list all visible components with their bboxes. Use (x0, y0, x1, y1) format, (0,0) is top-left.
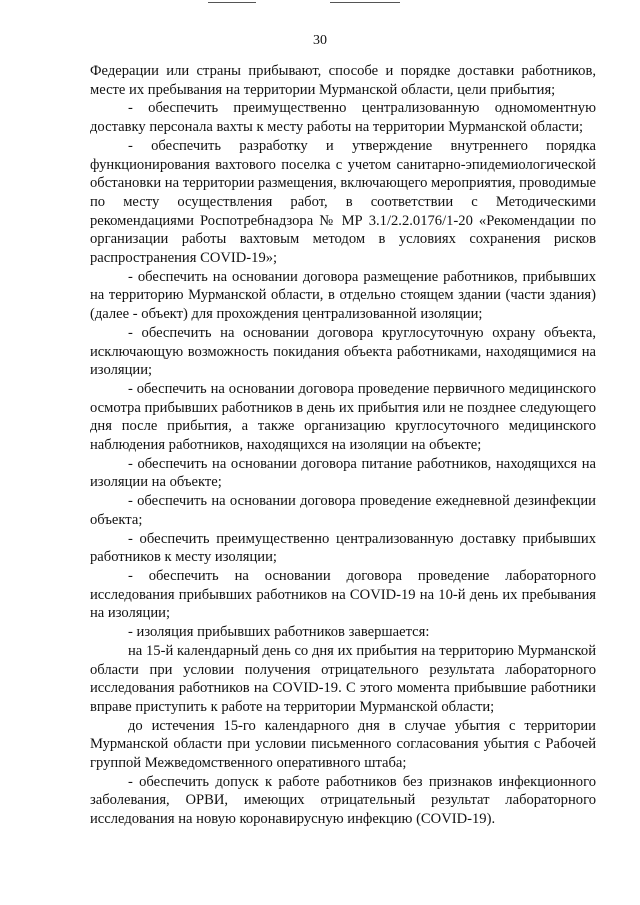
scan-mark (208, 2, 256, 3)
paragraph-item: - обеспечить преимущественно централизованную доставку прибывших работников к месту изоляции; (90, 530, 596, 566)
paragraph-item: - обеспечить на основании договора проведение первичного медицинского осмотра прибывших работников в день их прибытия или не позднее следующего дня после прибытия, а также организацию круглосуточного медицинского наблюдения работников, находящихся на изоляции на объекте; (90, 380, 596, 454)
paragraph-item: - обеспечить на основании договора размещение работников, прибывших на территорию Мурманской области, в отдельно стоящем здании (части здания) (далее - объект) для прохождения централизованной изоляции; (90, 268, 596, 323)
scan-top-edge (0, 0, 640, 6)
paragraph-item: - изоляция прибывших работников завершается: (128, 624, 430, 641)
paragraph-item: - обеспечить на основании договора питание работников, находящихся на изоляции на объекте; (90, 455, 596, 491)
scan-mark (330, 2, 400, 3)
paragraph-item: - обеспечить на основании договора проведение лабораторного исследования прибывших работников на COVID-19 на 10-й день их пребывания на изоляции; (90, 567, 596, 622)
paragraph-item: - обеспечить на основании договора проведение ежедневной дезинфекции объекта; (90, 493, 596, 528)
paragraph-continuation: Федерации или страны прибывают, способе и порядке доставки работников, месте их пребывания на территории Мурманской области, цели прибытия; (90, 63, 596, 98)
page-number: 30 (313, 33, 327, 48)
paragraph-item: - обеспечить преимущественно централизованную одномоментную доставку персонала вахты к месту работы на территории Мурманской области; (90, 100, 596, 136)
paragraph-item: - обеспечить на основании договора круглосуточную охрану объекта, исключающую возможность покидания объекта работниками, находящимися на изоляции; (90, 324, 596, 379)
paragraph-subitem: на 15-й календарный день со дня их прибытия на территорию Мурманской области при условии получения отрицательного результата лабораторного исследования работников на COVID-19. С этого момента прибывшие работники вправе приступить к работе на территории Мурманской области; (90, 642, 596, 715)
document-body (90, 62, 596, 829)
paragraph-item: - обеспечить разработку и утверждение внутреннего порядка функционирования вахтового поселка с учетом санитарно-эпидемиологической обстановки на территории размещения, включающего мероприятия, проводимые по месту осуществления работ, в соответствии с Методическими рекомендациями Роспотребнадзора № МР 3.1/2.2.0176/1-20 «Рекомендации по организации работы вахтовым методом в условиях сохранения рисков распространения COVID-19»; (90, 137, 596, 267)
paragraph-item: - обеспечить допуск к работе работников без признаков инфекционного заболевания, ОРВИ, имеющих отрицательный результат лабораторного исследования на новую коронавирусную инфекцию (COVID-19). (90, 773, 596, 828)
paragraph-subitem: до истечения 15-го календарного дня в случае убытия с территории Мурманской области при условии письменного согласования убытия с Рабочей группой Межведомственного оперативного штаба; (90, 717, 596, 772)
